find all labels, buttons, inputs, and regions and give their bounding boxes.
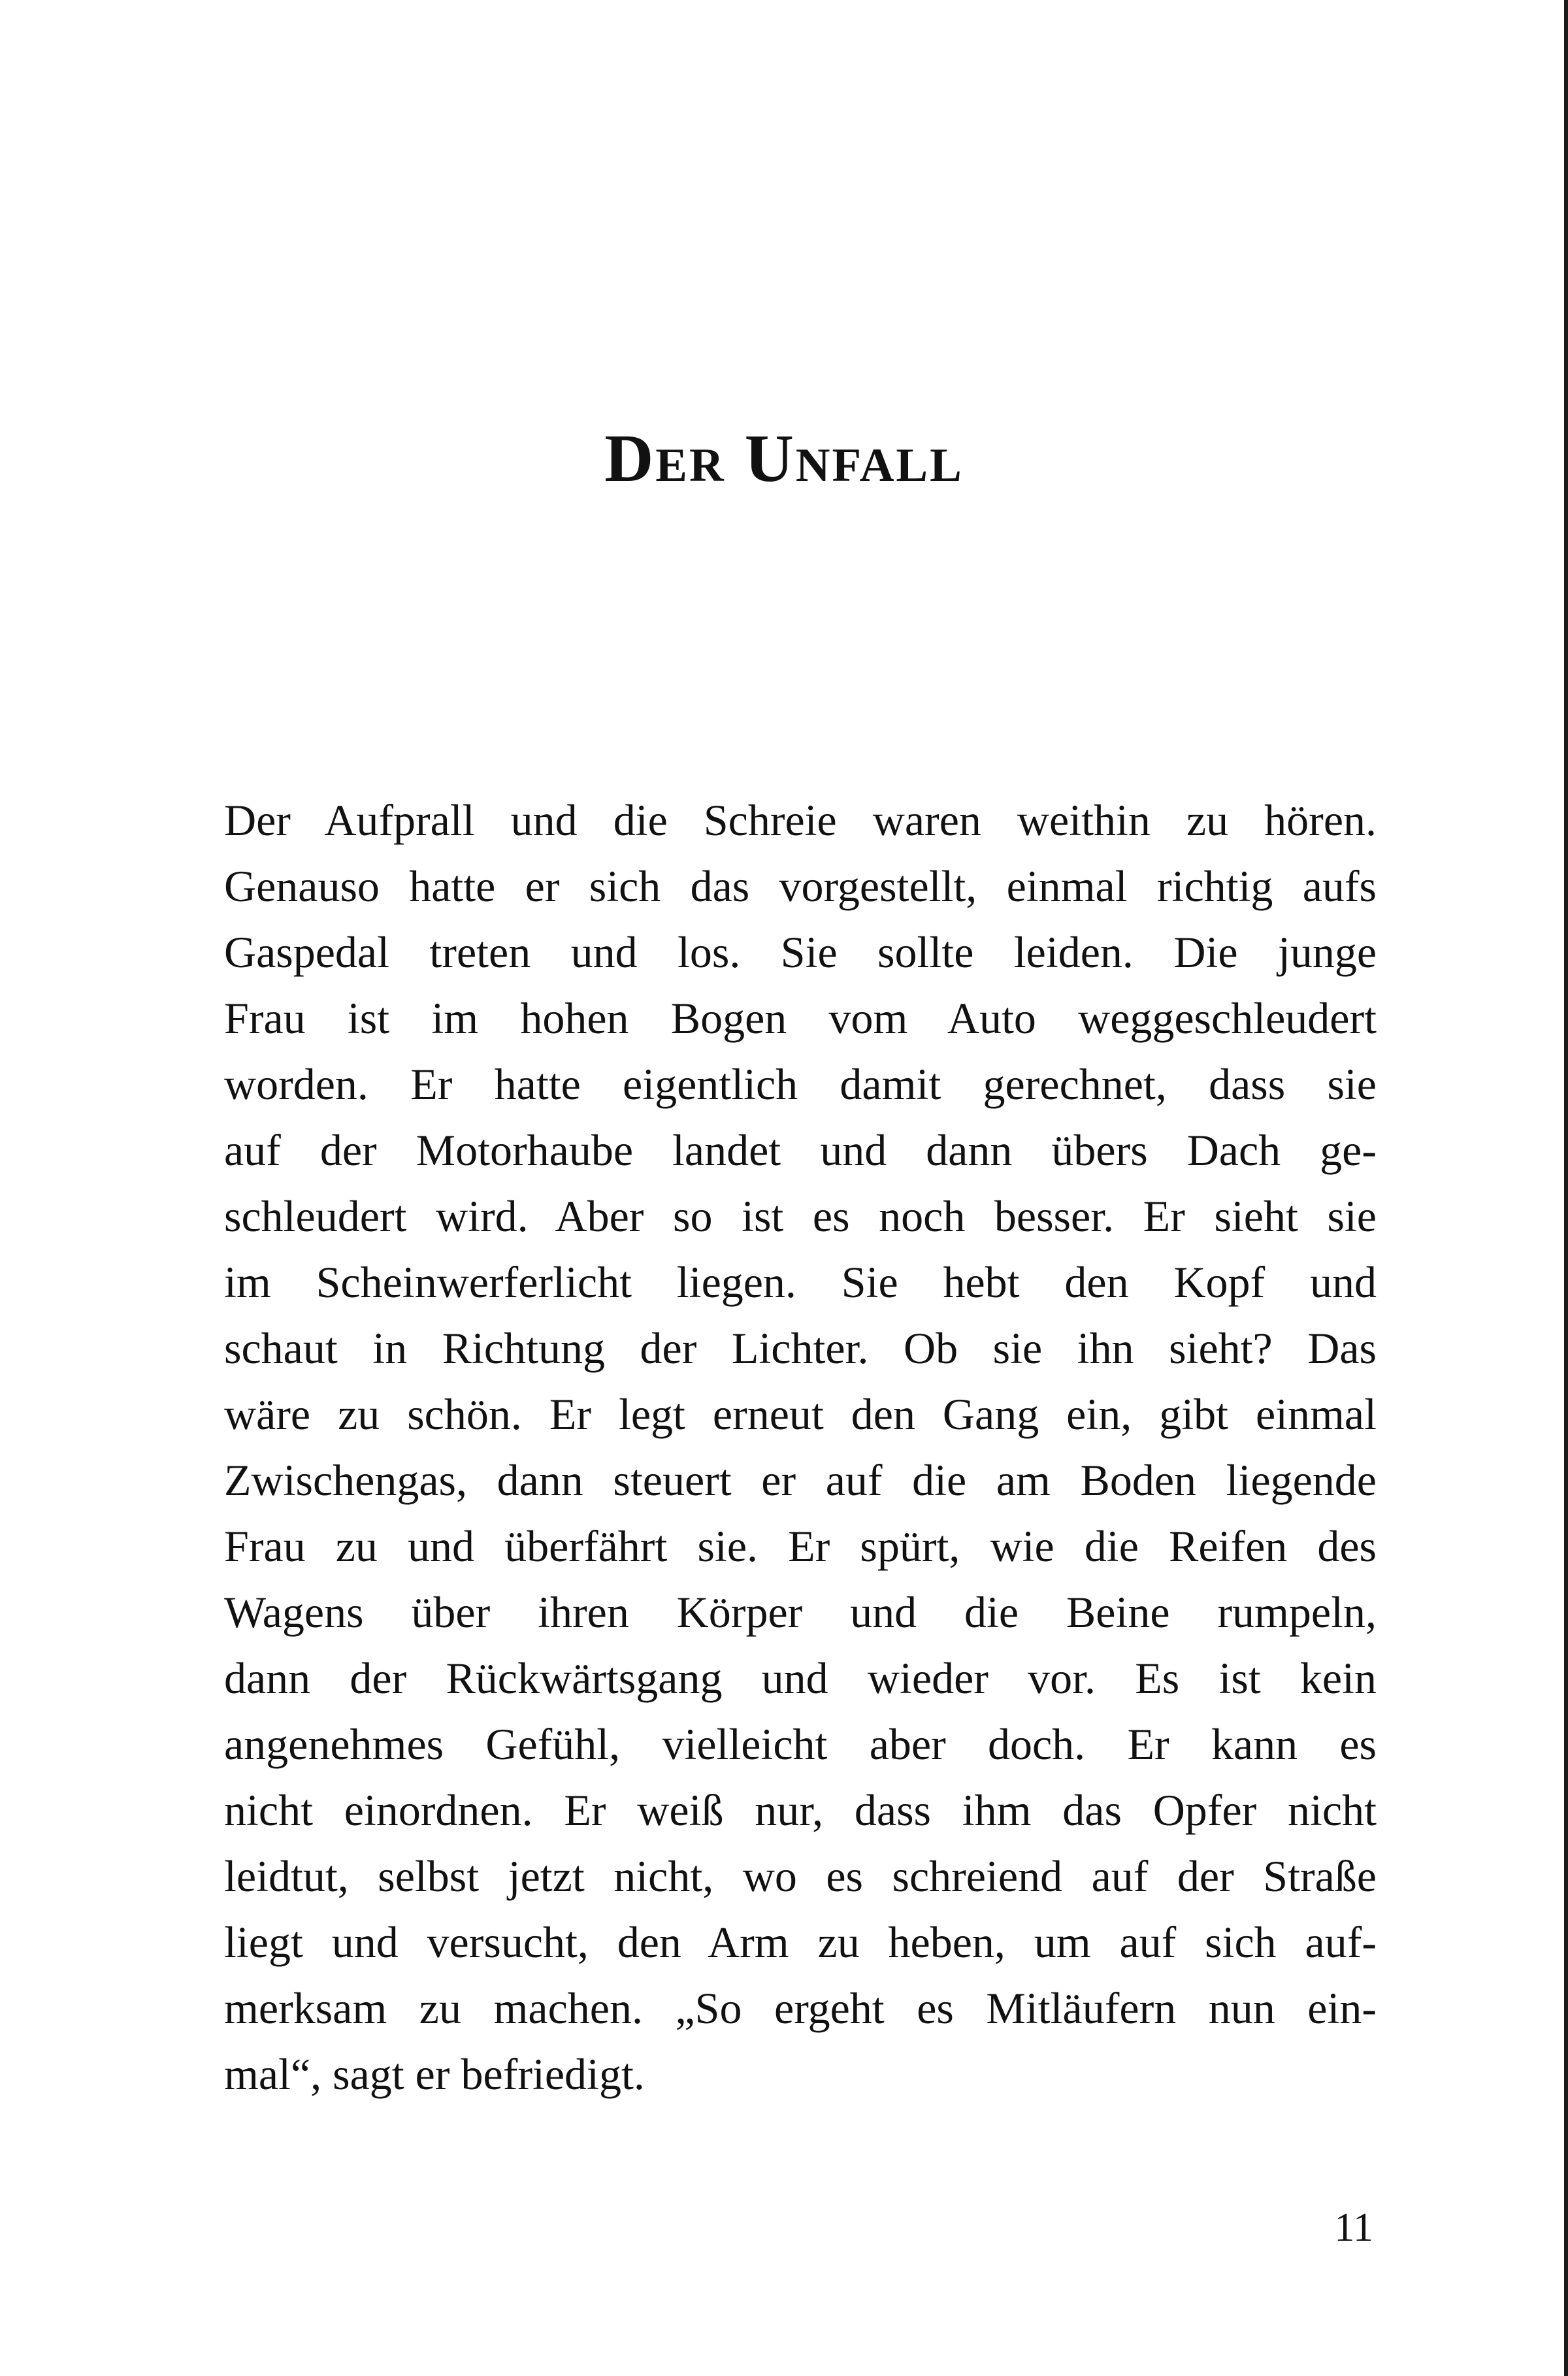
- text-line-16: nicht einordnen. Er weiß nur, dass ihm das Opfer nicht: [224, 1785, 1377, 1835]
- text-line-20: mal“, sagt er befriedigt.: [224, 2049, 645, 2099]
- text-line-14: dann der Rückwärtsgang und wieder vor. Es ist kein: [224, 1653, 1377, 1703]
- text-line-1: Der Aufprall und die Schreie waren weithin zu hören.: [224, 795, 1377, 845]
- page-edge-border: [1564, 0, 1568, 2376]
- text-line-13: Wagens über ihren Körper und die Beine rumpeln,: [224, 1587, 1377, 1637]
- text-line-2: Genauso hatte er sich das vorgestellt, einmal richtig aufs: [224, 861, 1377, 911]
- text-line-3: Gaspedal treten und los. Sie sollte leiden. Die junge: [224, 927, 1377, 977]
- text-line-5: worden. Er hatte eigentlich damit gerechnet, dass sie: [224, 1059, 1377, 1109]
- page-number: 11: [1334, 2205, 1373, 2250]
- text-line-9: schaut in Richtung der Lichter. Ob sie ihn sieht? Das: [224, 1323, 1377, 1373]
- text-line-7: schleudert wird. Aber so ist es noch besser. Er sieht sie: [224, 1191, 1377, 1241]
- text-line-19: merksam zu machen. „So ergeht es Mitläufern nun ein-: [224, 1983, 1377, 2033]
- text-line-12: Frau zu und überfährt sie. Er spürt, wie die Reifen des: [224, 1521, 1377, 1571]
- text-line-15: angenehmes Gefühl, vielleicht aber doch. Er kann es: [224, 1719, 1377, 1769]
- body-paragraph: [224, 787, 1377, 2107]
- text-line-10: wäre zu schön. Er legt erneut den Gang ein, gibt einmal: [224, 1389, 1377, 1439]
- chapter-title: Der Unfall: [604, 421, 964, 496]
- text-line-8: im Scheinwerferlicht liegen. Sie hebt den Kopf und: [224, 1257, 1377, 1307]
- text-line-6: auf der Motorhaube landet und dann übers Dach ge-: [224, 1125, 1377, 1175]
- text-line-18: liegt und versucht, den Arm zu heben, um auf sich auf-: [224, 1917, 1377, 1967]
- text-line-17: leidtut, selbst jetzt nicht, wo es schreiend auf der Straße: [224, 1851, 1377, 1901]
- text-line-4: Frau ist im hohen Bogen vom Auto weggeschleudert: [224, 993, 1377, 1043]
- text-line-11: Zwischengas, dann steuert er auf die am Boden liegende: [224, 1455, 1377, 1505]
